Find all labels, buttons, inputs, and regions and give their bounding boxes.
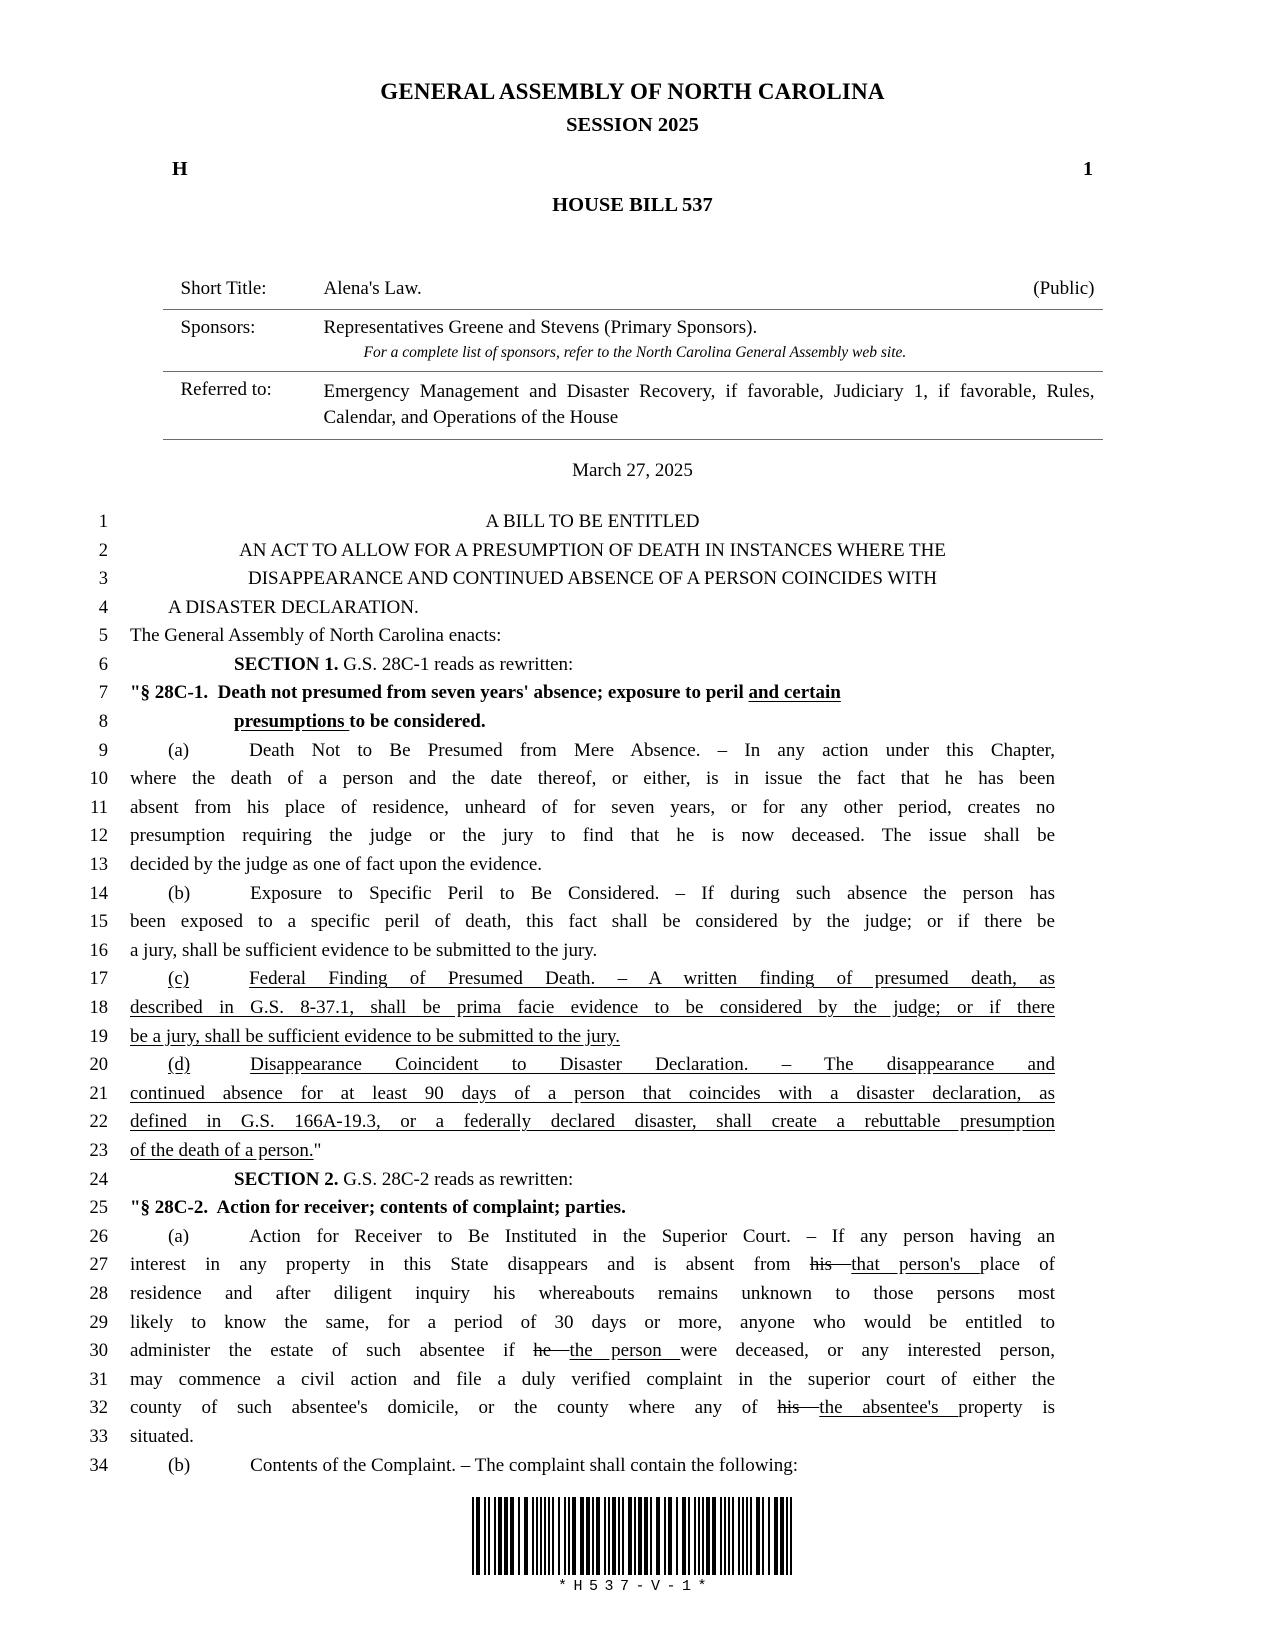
line-text xyxy=(130,1223,1055,1251)
line-number: 13 xyxy=(89,855,108,876)
line-number: 14 xyxy=(89,883,108,904)
subsection-b2-text: Contents of the Complaint. – The complaint shall contain the following: xyxy=(250,1454,799,1476)
line-number: 6 xyxy=(98,654,108,675)
line-number: 10 xyxy=(89,769,108,790)
line-text-part: administer the estate of such absentee if xyxy=(130,1340,534,1362)
bill-line xyxy=(0,1251,1265,1280)
line-number: 22 xyxy=(89,1112,108,1133)
line-text xyxy=(130,1080,1055,1108)
line-number: 3 xyxy=(98,569,108,590)
subsection-marker-a2: (a) xyxy=(168,1225,190,1247)
referred-to-row xyxy=(163,372,1103,439)
line-number: 5 xyxy=(98,626,108,647)
inserted-text: that person's xyxy=(851,1254,980,1276)
barcode-area xyxy=(0,1484,1265,1595)
bill-line xyxy=(0,1366,1265,1395)
bill-line xyxy=(0,1452,1265,1481)
short-title-row xyxy=(163,271,1103,310)
bill-line xyxy=(0,1108,1265,1137)
line-text-part: county of such absentee's domicile, or the county where any of xyxy=(130,1397,778,1419)
line-number: 11 xyxy=(90,797,108,818)
line-number: 8 xyxy=(98,712,108,733)
bill-number-title: HOUSE BILL 537 xyxy=(552,194,713,217)
line-text xyxy=(130,994,1055,1022)
bill-line xyxy=(0,851,1265,880)
line-text: likely to know the same, for a period of 30 days or more, anyone who would be entitled to xyxy=(130,1311,1055,1333)
bill-line xyxy=(0,1309,1265,1338)
sponsors-label: Sponsors: xyxy=(163,310,324,372)
deleted-text: his xyxy=(809,1254,852,1276)
line-number: 21 xyxy=(89,1083,108,1104)
bill-line xyxy=(0,822,1265,851)
session-title: SESSION 2025 xyxy=(566,113,699,136)
bill-line xyxy=(0,908,1265,937)
bill-line xyxy=(0,794,1265,823)
bill-line xyxy=(0,965,1265,994)
line-text xyxy=(130,880,1055,908)
line-number: 30 xyxy=(89,1341,108,1362)
line-text xyxy=(130,1137,1055,1165)
line-text-part: place of xyxy=(979,1254,1055,1276)
line-text xyxy=(130,1394,1055,1422)
subsection-marker-b2: (b) xyxy=(168,1454,191,1476)
section-2-text: G.S. 28C-2 reads as rewritten: xyxy=(338,1168,574,1190)
line-number: 17 xyxy=(89,969,108,990)
referred-to-label: Referred to: xyxy=(163,372,324,439)
bill-metadata-table xyxy=(163,271,1103,439)
bill-line xyxy=(0,1394,1265,1423)
statute-28c-2-heading: "§ 28C-2. Action for receiver; contents of complaint; parties. xyxy=(130,1197,626,1219)
chamber-row xyxy=(0,158,1265,188)
line-number: 12 xyxy=(89,826,108,847)
line-text xyxy=(130,965,1055,993)
subsection-marker-c: (c) xyxy=(168,968,190,990)
bill-line xyxy=(0,1280,1265,1309)
subsection-marker-d: (d) xyxy=(168,1054,191,1076)
line-text-part: interest in any property in this State disappears and is absent from xyxy=(130,1254,810,1276)
bill-line xyxy=(0,1051,1265,1080)
line-text xyxy=(130,1337,1055,1365)
subsection-a2-text: Action for Receiver to Be Instituted in the Superior Court. – If any person having an xyxy=(249,1225,1055,1247)
bill-line xyxy=(0,1137,1265,1166)
referred-to-value-cell xyxy=(324,372,1103,439)
bill-line xyxy=(0,1223,1265,1252)
line-text: absent from his place of residence, unheard of for seven years, or for any other period, creates no xyxy=(130,796,1055,818)
line-number: 33 xyxy=(89,1426,108,1447)
inserted-text: the person xyxy=(569,1340,681,1362)
line-number: 32 xyxy=(89,1398,108,1419)
line-number: 19 xyxy=(89,1026,108,1047)
line-text: where the death of a person and the date thereof, or either, is in issue the fact that he has been xyxy=(130,768,1055,790)
bill-line xyxy=(0,594,1265,623)
sponsors-note: For a complete list of sponsors, refer to the North Carolina General Assembly web site. xyxy=(363,344,907,362)
line-text: A BILL TO BE ENTITLED xyxy=(485,510,700,532)
barcode-label: *H537-V-1* xyxy=(557,1578,713,1595)
bill-line xyxy=(0,679,1265,708)
deleted-text: he xyxy=(533,1340,570,1362)
line-number: 20 xyxy=(89,1055,108,1076)
line-text xyxy=(130,1023,1055,1051)
inserted-text: continued absence for at least 90 days of a person that coincides with a disaster declaration, as xyxy=(130,1082,1055,1104)
line-number: 31 xyxy=(89,1369,108,1390)
bill-line xyxy=(0,1023,1265,1052)
line-text xyxy=(130,737,1055,765)
assembly-title: GENERAL ASSEMBLY OF NORTH CAROLINA xyxy=(380,79,885,104)
short-title-value: Alena's Law. xyxy=(323,278,422,300)
line-number: 27 xyxy=(89,1255,108,1276)
line-text: AN ACT TO ALLOW FOR A PRESUMPTION OF DEATH IN INSTANCES WHERE THE xyxy=(239,539,946,561)
document-masthead xyxy=(0,0,1265,138)
line-text xyxy=(130,651,1055,679)
public-tag: (Public) xyxy=(1033,278,1095,300)
bill-line xyxy=(0,1337,1265,1366)
line-number: 23 xyxy=(89,1140,108,1161)
section-1-text: G.S. 28C-1 reads as rewritten: xyxy=(338,653,574,675)
line-text xyxy=(130,1051,1055,1079)
line-text xyxy=(130,1108,1055,1136)
sponsors-value-cell xyxy=(324,310,1103,372)
bill-line xyxy=(0,708,1265,737)
subsection-marker-a: (a) xyxy=(168,739,190,761)
line-text: a jury, shall be sufficient evidence to be submitted to the jury. xyxy=(130,939,598,961)
line-number: 7 xyxy=(98,683,108,704)
line-number: 26 xyxy=(89,1226,108,1247)
bill-line xyxy=(0,565,1265,594)
inserted-subsection-d-text: Disappearance Coincident to Disaster Declaration. – The disappearance and xyxy=(250,1054,1055,1076)
line-number: 24 xyxy=(89,1169,108,1190)
bill-date: March 27, 2025 xyxy=(572,459,693,481)
inserted-text: defined in G.S. 166A-19.3, or a federally declared disaster, shall create a rebuttable presumption xyxy=(130,1111,1055,1133)
referred-to-value: Emergency Management and Disaster Recovery, if favorable, Judiciary 1, if favorable, Rules, Calendar, and Operations of the House xyxy=(323,381,1095,428)
bill-line xyxy=(0,765,1265,794)
line-number: 4 xyxy=(98,597,108,618)
bill-line xyxy=(0,937,1265,966)
line-text-part: property is xyxy=(958,1397,1055,1419)
statute-28c-1-heading: "§ 28C-1. Death not presumed from seven years' absence; exposure to peril xyxy=(130,682,749,704)
line-text xyxy=(130,1251,1055,1279)
line-text: situated. xyxy=(130,1425,194,1447)
line-text xyxy=(130,1194,1055,1222)
inserted-text: the absentee's xyxy=(819,1397,959,1419)
line-text xyxy=(130,594,1055,622)
line-text-indented: A DISASTER DECLARATION. xyxy=(168,596,419,618)
line-number: 34 xyxy=(89,1455,108,1476)
bill-line xyxy=(0,1080,1265,1109)
bill-line xyxy=(0,622,1265,651)
page-number: 1 xyxy=(1083,158,1093,181)
line-number: 29 xyxy=(89,1312,108,1333)
inserted-text: presumptions xyxy=(234,711,350,733)
closing-quote: " xyxy=(313,1139,322,1161)
line-text xyxy=(130,1166,1055,1194)
inserted-text: described in G.S. 8-37.1, shall be prima facie evidence to be considered by the judge; or if there xyxy=(130,997,1055,1018)
bill-line xyxy=(0,537,1265,566)
inserted-subsection-c-text: Federal Finding of Presumed Death. – A written finding of presumed death, as xyxy=(249,968,1055,990)
sponsors-value: Representatives Greene and Stevens (Primary Sponsors). xyxy=(323,317,758,339)
bill-line xyxy=(0,1166,1265,1195)
section-1-label: SECTION 1. xyxy=(234,653,339,675)
bill-line xyxy=(0,508,1265,537)
inserted-text: of the death of a person. xyxy=(130,1139,314,1161)
line-text: DISAPPEARANCE AND CONTINUED ABSENCE OF A PERSON COINCIDES WITH xyxy=(248,568,937,590)
line-text: The General Assembly of North Carolina enacts: xyxy=(130,625,502,647)
line-number: 25 xyxy=(89,1198,108,1219)
line-number: 2 xyxy=(98,540,108,561)
line-text-part: were deceased, or any interested person, xyxy=(680,1340,1055,1362)
line-text xyxy=(130,679,1055,707)
line-number: 9 xyxy=(98,740,108,761)
subsection-a-text: Death Not to Be Presumed from Mere Absence. – In any action under this Chapter, xyxy=(249,739,1055,761)
line-text: may commence a civil action and file a duly verified complaint in the superior court of either the xyxy=(130,1368,1055,1390)
inserted-text: be a jury, shall be sufficient evidence to be submitted to the jury. xyxy=(130,1025,620,1047)
line-number: 15 xyxy=(89,912,108,933)
line-text xyxy=(130,708,1055,736)
section-2-label: SECTION 2. xyxy=(234,1168,339,1190)
subsection-marker-b: (b) xyxy=(168,882,191,904)
deleted-text: his xyxy=(777,1397,820,1419)
inserted-text: and certain xyxy=(748,682,841,704)
subsection-b-text: Exposure to Specific Peril to Be Considered. – If during such absence the person has xyxy=(250,882,1055,904)
bill-body xyxy=(0,508,1265,1480)
line-text: decided by the judge as one of fact upon the evidence. xyxy=(130,854,543,876)
bill-line xyxy=(0,737,1265,766)
line-number: 28 xyxy=(89,1283,108,1304)
bill-line xyxy=(0,651,1265,680)
line-number: 18 xyxy=(89,998,108,1018)
line-number: 16 xyxy=(89,940,108,961)
line-text: been exposed to a specific peril of death, this fact shall be considered by the judge; or if there be xyxy=(130,911,1055,933)
metadata-bottom-rule xyxy=(163,439,1103,440)
line-text xyxy=(130,1452,1055,1480)
short-title-value-cell xyxy=(324,271,1103,310)
line-text: residence and after diligent inquiry his whereabouts remains unknown to those persons most xyxy=(130,1282,1055,1304)
bill-line xyxy=(0,994,1265,1023)
bill-line xyxy=(0,1194,1265,1223)
line-number: 1 xyxy=(98,511,108,532)
chamber-marker: H xyxy=(172,158,188,181)
statute-28c-1-heading-cont: to be considered. xyxy=(349,711,486,733)
bill-barcode xyxy=(472,1497,794,1575)
short-title-label: Short Title: xyxy=(180,278,267,300)
line-text: presumption requiring the judge or the jury to find that he is now deceased. The issue shall be xyxy=(130,825,1055,847)
sponsors-row xyxy=(163,310,1103,372)
bill-line xyxy=(0,880,1265,909)
bill-line xyxy=(0,1423,1265,1452)
